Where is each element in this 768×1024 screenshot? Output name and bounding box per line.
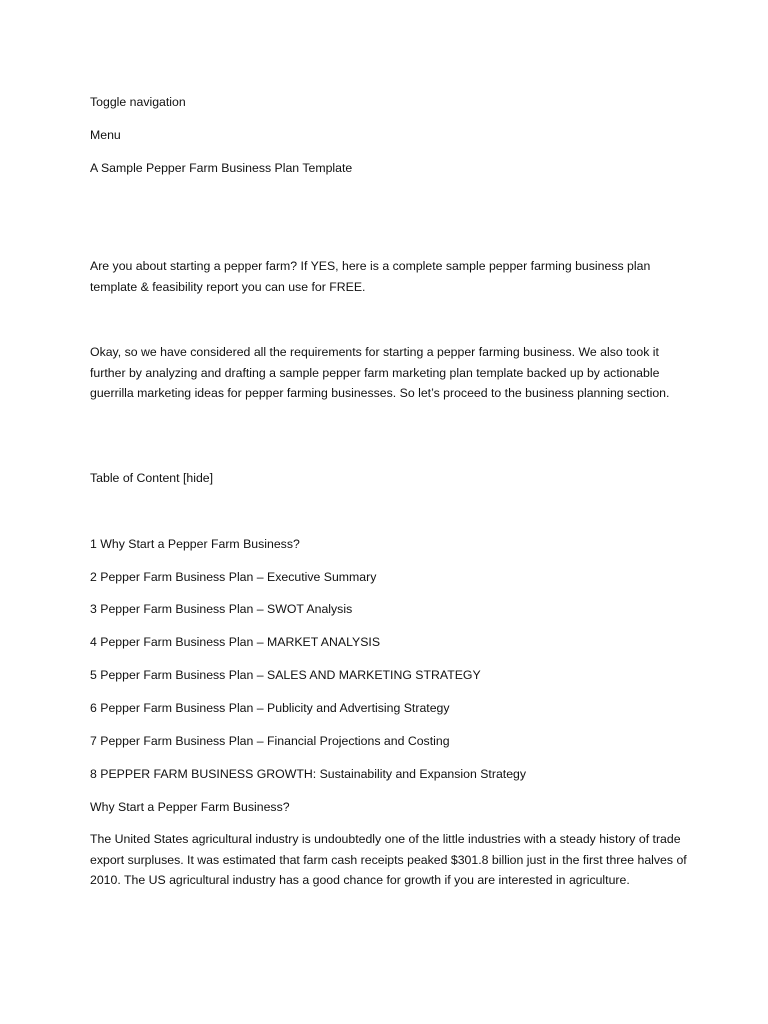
toc-item-7[interactable]: 7 Pepper Farm Business Plan – Financial Projections and Costing xyxy=(90,734,450,748)
section-heading: Why Start a Pepper Farm Business? xyxy=(90,800,290,814)
toc-item-4[interactable]: 4 Pepper Farm Business Plan – MARKET ANALYSIS xyxy=(90,635,381,649)
toc-item-1[interactable]: 1 Why Start a Pepper Farm Business? xyxy=(90,537,300,551)
intro-paragraph: Are you about starting a pepper farm? If YES, here is a complete sample pepper farming business plan template & feasibility report you can use for FREE. xyxy=(90,259,651,294)
page-title: A Sample Pepper Farm Business Plan Template xyxy=(90,161,353,175)
toc-item-3[interactable]: 3 Pepper Farm Business Plan – SWOT Analysis xyxy=(90,602,353,616)
toggle-navigation-link[interactable]: Toggle navigation xyxy=(90,95,186,109)
toc-item-5[interactable]: 5 Pepper Farm Business Plan – SALES AND MARKETING STRATEGY xyxy=(90,668,481,682)
second-paragraph: Okay, so we have considered all the requirements for starting a pepper farming business. We also took it further by analyzing and drafting a sample pepper farm marketing plan template backed up by actionable guerrilla marketing ideas for pepper farming businesses. So let’s proceed to the business planning section. xyxy=(90,345,670,400)
toc-item-2[interactable]: 2 Pepper Farm Business Plan – Executive Summary xyxy=(90,570,377,584)
toc-item-8[interactable]: 8 PEPPER FARM BUSINESS GROWTH: Sustainability and Expansion Strategy xyxy=(90,767,527,781)
section-paragraph: The United States agricultural industry is undoubtedly one of the little industries with a steady history of trade export surpluses. It was estimated that farm cash receipts peaked $301.8 billion just in the first three halves of 2010. The US agricultural industry has a good chance for growth if you are interested in agriculture. xyxy=(90,832,687,887)
menu-link[interactable]: Menu xyxy=(90,128,121,142)
toc-heading[interactable]: Table of Content [hide] xyxy=(90,471,214,485)
toc-item-6[interactable]: 6 Pepper Farm Business Plan – Publicity and Advertising Strategy xyxy=(90,701,450,715)
